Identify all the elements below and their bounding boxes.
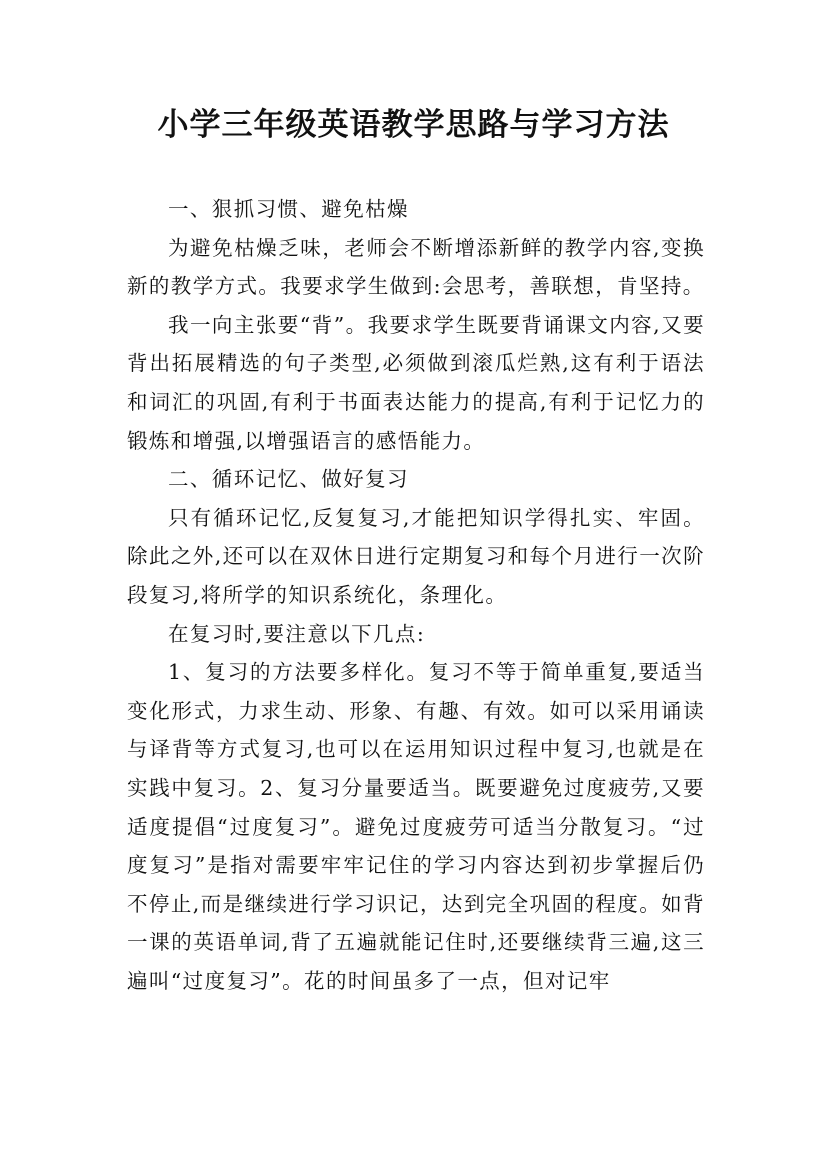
paragraph: 1、复习的方法要多样化。复习不等于简单重复,要适当变化形式，力求生动、形象、有趣、有效。如可以采用诵读与译背等方式复习,也可以在运用知识过程中复习,也就是在实践中复习。2、复习分量要适当。既要避免过度疲劳,又要适度提倡“过度复习”。避免过度疲劳可适当分散复习。“过度复习”是指对需要牢牢记住的学习内容达到初步掌握后仍不停止,而是继续进行学习识记，达到完全巩固的程度。如背一课的英语单词,背了五遍就能记住时,还要继续背三遍,这三遍叫“过度复习”。花的时间虽多了一点，但对记牢 [127,660,705,993]
paragraph: 在复习时,要注意以下几点: [168,621,426,646]
document-body [127,190,705,1000]
paragraph: 只有循环记忆,反复复习,才能把知识学得扎实、牢固。除此之外,还可以在双休日进行定期复习和每个月进行一次阶段复习,将所学的知识系统化，条理化。 [127,505,705,607]
section-heading-1: 一、狠抓习惯、避免枯燥 [168,197,409,221]
section-heading-2: 二、循环记忆、做好复习 [168,467,409,492]
paragraph: 为避免枯燥乏味，老师会不断增添新鲜的教学内容,变换新的教学方式。我要求学生做到:会思考，善联想，肯坚持。 [127,235,705,299]
document-title: 小学三年级英语教学思路与学习方法 [157,107,670,143]
paragraph: 我一向主张要“背”。我要求学生既要背诵课文内容,又要背出拓展精选的句子类型,必须做到滚瓜烂熟,这有利于语法和词汇的巩固,有利于书面表达能力的提高,有利于记忆力的锻炼和增强,以增强语言的感悟能力。 [127,312,705,453]
